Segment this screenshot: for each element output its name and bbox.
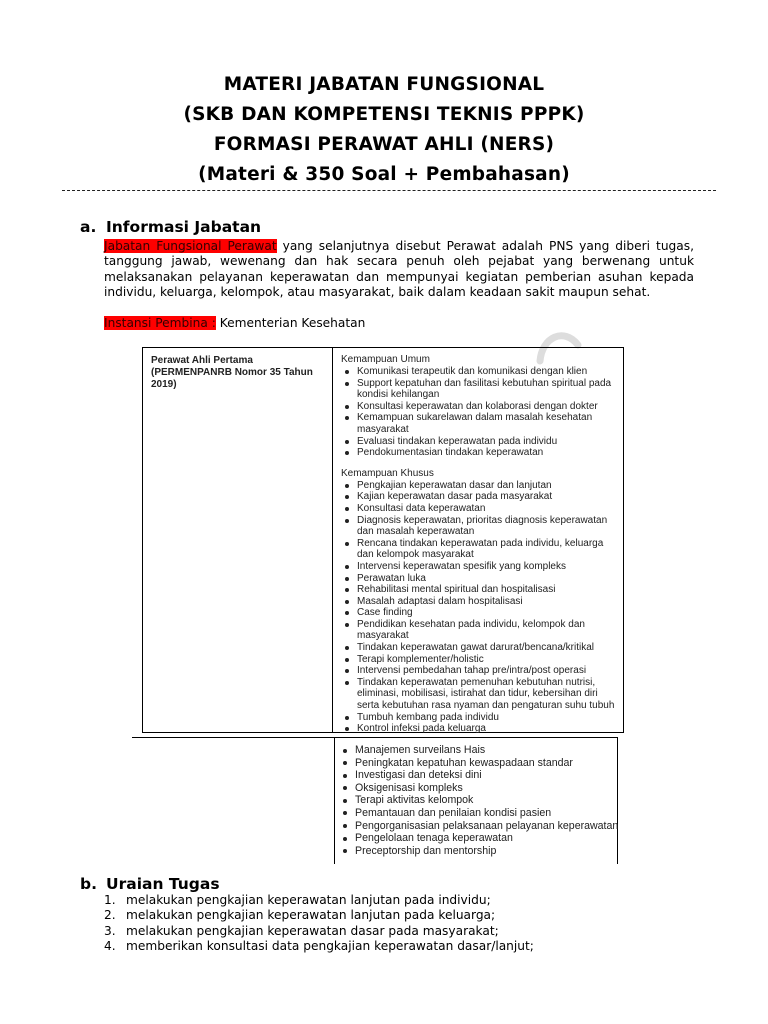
umum-item: Evaluasi tindakan keperawatan pada individu xyxy=(341,436,619,448)
khusus-title: Kemampuan Khusus xyxy=(341,467,434,479)
khusus-item: Masalah adaptasi dalam hospitalisasi xyxy=(341,596,619,608)
section-a-title: Informasi Jabatan xyxy=(106,218,262,236)
khusus-item: Kontrol infeksi pada keluarga xyxy=(341,723,619,735)
task-text: memberikan konsultasi data pengkajian keperawatan dasar/lanjut; xyxy=(126,938,534,953)
umum-title: Kemampuan Umum xyxy=(341,354,430,365)
continued-item: Preceptorship dan mentorship xyxy=(337,845,627,858)
khusus-item: Pengkajian keperawatan dasar dan lanjutan xyxy=(341,480,619,492)
task-number: 2. xyxy=(104,908,116,923)
khusus-item: Kajian keperawatan dasar pada masyarakat xyxy=(341,491,619,503)
task-text: melakukan pengkajian keperawatan dasar pada masyarakat; xyxy=(126,923,499,938)
khusus-item: Terapi komplementer/holistic xyxy=(341,654,619,666)
umum-item: Kemampuan sukarelawan dalam masalah kesehatan masyarakat xyxy=(341,412,619,435)
umum-item: Support kepatuhan dan fasilitasi kebutuhan spiritual pada kondisi kehilangan xyxy=(341,378,619,401)
khusus-item: Diagnosis keperawatan, prioritas diagnosis keperawatan dan masalah keperawatan xyxy=(341,515,619,538)
section-a-paragraph xyxy=(104,239,694,300)
continued-item: Terapi aktivitas kelompok xyxy=(337,794,627,807)
instansi-label: Instansi Pembina : xyxy=(104,316,216,330)
khusus-item: Rencana tindakan keperawatan pada individu, keluarga dan kelompok masyarakat xyxy=(341,538,619,561)
section-b-heading xyxy=(80,875,220,893)
competency-table-continued xyxy=(132,737,618,864)
instansi-value: Kementerian Kesehatan xyxy=(215,316,366,330)
section-a-heading xyxy=(80,218,261,236)
khusus-item: Case finding xyxy=(341,607,619,619)
task-item xyxy=(104,893,534,908)
khusus-item: Perawatan luka xyxy=(341,573,619,585)
task-number: 3. xyxy=(104,923,116,938)
khusus-item: Tindakan keperawatan gawat darurat/bencana/kritikal xyxy=(341,642,619,654)
khusus-item: Intervensi keperawatan spesifik yang kompleks xyxy=(341,561,619,573)
paragraph-body: yang selanjutnya disebut Perawat adalah PNS yang diberi tugas, tanggung jawab, wewenang dan hak secara penuh oleh pejabat yang berwenang untuk melaksanakan pelayanan keperawatan dan mempunyai kegiatan pemberian asuhan kepada individu, keluarga, kelompok, atau masyarakat, baik dalam keadaan sakit maupun sehat. xyxy=(104,239,694,299)
continued-item: Oksigenisasi kompleks xyxy=(337,782,627,795)
continued-item: Investigasi dan deteksi dini xyxy=(337,769,627,782)
continued-item: Peningkatan kepatuhan kewaspadaan standar xyxy=(337,757,627,770)
dashed-divider xyxy=(62,190,716,191)
section-b-letter: b. xyxy=(80,875,97,893)
table-left-cell xyxy=(143,348,333,732)
highlighted-term: Jabatan Fungsional Perawat xyxy=(104,239,277,253)
document-title xyxy=(0,70,768,190)
section-a-letter: a. xyxy=(80,218,97,236)
continued-list xyxy=(337,744,627,857)
khusus-item: Rehabilitasi mental spiritual dan hospitalisasi xyxy=(341,584,619,596)
section-b-title: Uraian Tugas xyxy=(106,875,220,893)
task-item xyxy=(104,939,534,954)
title-line-4: (Materi & 350 Soal + Pembahasan) xyxy=(198,164,570,185)
umum-item: Komunikasi terapeutik dan komunikasi dengan klien xyxy=(341,366,619,378)
continued-item: Pengelolaan tenaga keperawatan xyxy=(337,832,627,845)
title-line-2: (SKB DAN KOMPETENSI TEKNIS PPPK) xyxy=(183,104,585,125)
khusus-item: Tumbuh kembang pada individu xyxy=(341,712,619,724)
continued-item: Pengorganisasian pelaksanaan pelayanan keperawatan xyxy=(337,820,627,833)
title-line-1: MATERI JABATAN FUNGSIONAL xyxy=(223,74,545,95)
task-item xyxy=(104,924,534,939)
continued-item: Pemantauan dan penilaian kondisi pasien xyxy=(337,807,627,820)
task-list xyxy=(104,893,534,954)
task-text: melakukan pengkajian keperawatan lanjutan pada keluarga; xyxy=(126,908,496,923)
continued-item: Manajemen surveilans Hais xyxy=(337,744,627,757)
title-line-3: FORMASI PERAWAT AHLI (NERS) xyxy=(213,134,555,155)
khusus-item: Pendidikan kesehatan pada individu, kelompok dan masyarakat xyxy=(341,619,619,642)
instansi-line xyxy=(104,316,365,330)
umum-list xyxy=(341,366,619,459)
competency-table xyxy=(142,347,624,733)
table-right-cell xyxy=(341,354,619,735)
task-item xyxy=(104,908,534,923)
umum-item: Konsultasi keperawatan dan kolaborasi dengan dokter xyxy=(341,401,619,413)
task-number: 1. xyxy=(104,893,116,907)
khusus-list xyxy=(341,480,619,735)
khusus-item: Konsultasi data keperawatan xyxy=(341,503,619,515)
task-number: 4. xyxy=(104,938,116,953)
position-title: Perawat Ahli Pertama xyxy=(151,355,253,366)
regulation-ref: (PERMENPANRB Nomor 35 Tahun 2019) xyxy=(151,367,313,390)
table-divider xyxy=(334,738,335,864)
umum-item: Pendokumentasian tindakan keperawatan xyxy=(341,447,619,459)
task-text: melakukan pengkajian keperawatan lanjutan pada individu; xyxy=(126,893,491,907)
khusus-item: Intervensi pembedahan tahap pre/intra/post operasi xyxy=(341,665,619,677)
khusus-item: Tindakan keperawatan pemenuhan kebutuhan nutrisi, eliminasi, mobilisasi, istirahat dan tidur, kebersihan diri serta kebutuhan rasa nyaman dan pengaturan suhu tubuh xyxy=(341,677,619,712)
